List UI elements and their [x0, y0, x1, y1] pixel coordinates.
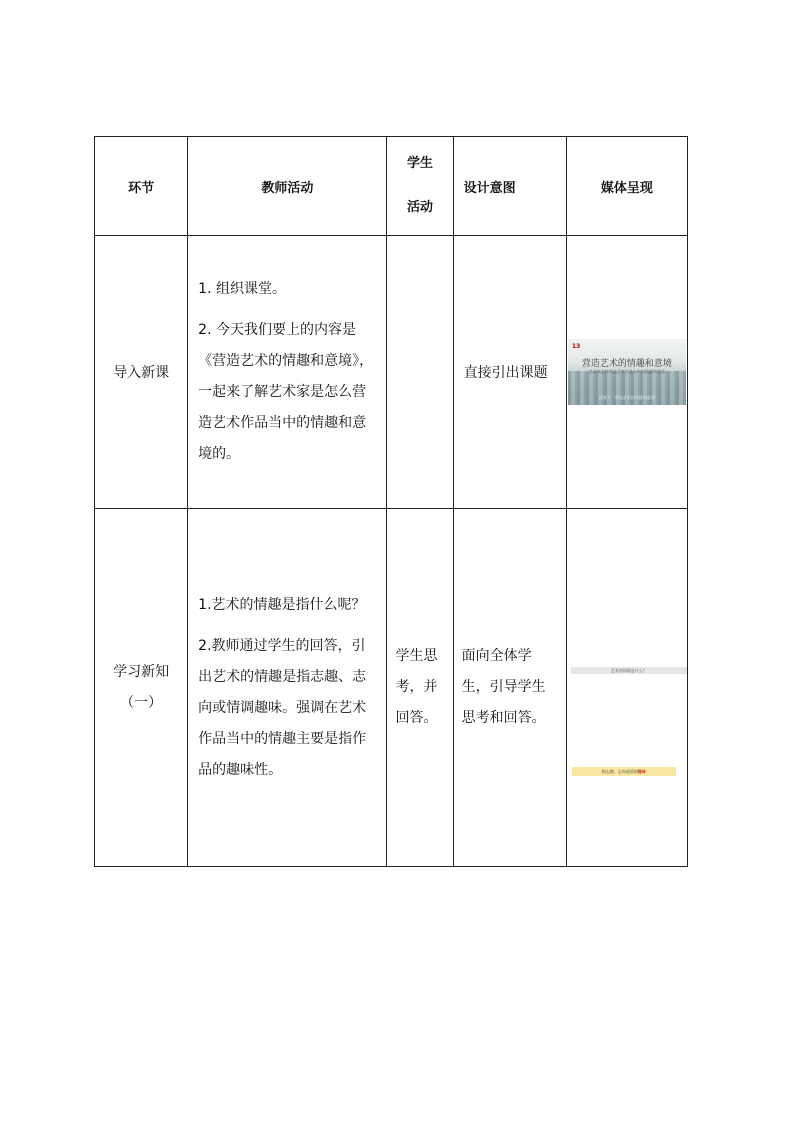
design-intent-cell: 直接引出课题 [453, 236, 566, 509]
header-media: 媒体呈现 [566, 137, 687, 236]
header-stage: 环节 [95, 137, 188, 236]
header-row [95, 137, 688, 236]
answer-strip [572, 767, 676, 776]
header-student-activity [387, 137, 453, 236]
slide-thumbnail [568, 339, 686, 405]
media-cell [566, 509, 687, 867]
stage-cell: 导入新课 [95, 236, 188, 509]
slide-subtitle: 艺术家怎样营造艺术作品当中的情趣和意境 [588, 369, 665, 374]
answer-text: 指志趣、志向或情调 [601, 769, 638, 774]
student-activity-cell: 学生思考，并回答。 [387, 509, 453, 867]
teacher-step: 2. 今天我们要上的内容是《营造艺术的情趣和意境》，一起来了解艺术家是怎么营造艺术作品当中的情趣和意境的。 [198, 322, 374, 462]
stage-line: （一） [120, 694, 163, 711]
teacher-step: 1.艺术的情趣是指什么呢？ [198, 596, 366, 613]
header-teacher-activity: 教师活动 [188, 137, 387, 236]
teacher-step: 2.教师通过学生的回答，引出艺术的情趣是指志趣、志向或情调趣味。强调在艺术作品当中的情趣主要是指作品的趣味性。 [198, 637, 367, 778]
slide-title: 营造艺术的情趣和意境 [581, 359, 672, 369]
slide-footer: 授课人：营造艺术的情趣和意境 [598, 395, 655, 400]
slide-preview [567, 509, 687, 866]
question-strip: 艺术的情趣是什么？ [571, 667, 687, 674]
stage-line: 学习新知 [113, 663, 170, 680]
stage-cell [95, 509, 188, 867]
header-student-activity-line2: 活动 [407, 200, 434, 215]
table-row [95, 509, 688, 867]
design-intent-cell: 面向全体学生，引导学生思考和回答。 [453, 509, 566, 867]
table-row [95, 236, 688, 509]
header-student-activity-line1: 学生 [407, 156, 434, 171]
header-design-intent: 设计意图 [453, 137, 566, 236]
teacher-activity-cell [188, 509, 387, 867]
teacher-activity-cell [188, 236, 387, 509]
media-cell [566, 236, 687, 509]
lesson-plan-table [94, 136, 688, 867]
student-activity-cell [387, 236, 453, 509]
slide-number: 13 [571, 343, 581, 350]
answer-highlight: 趣味 [637, 769, 646, 774]
teacher-step: 1. 组织课堂。 [198, 281, 286, 297]
